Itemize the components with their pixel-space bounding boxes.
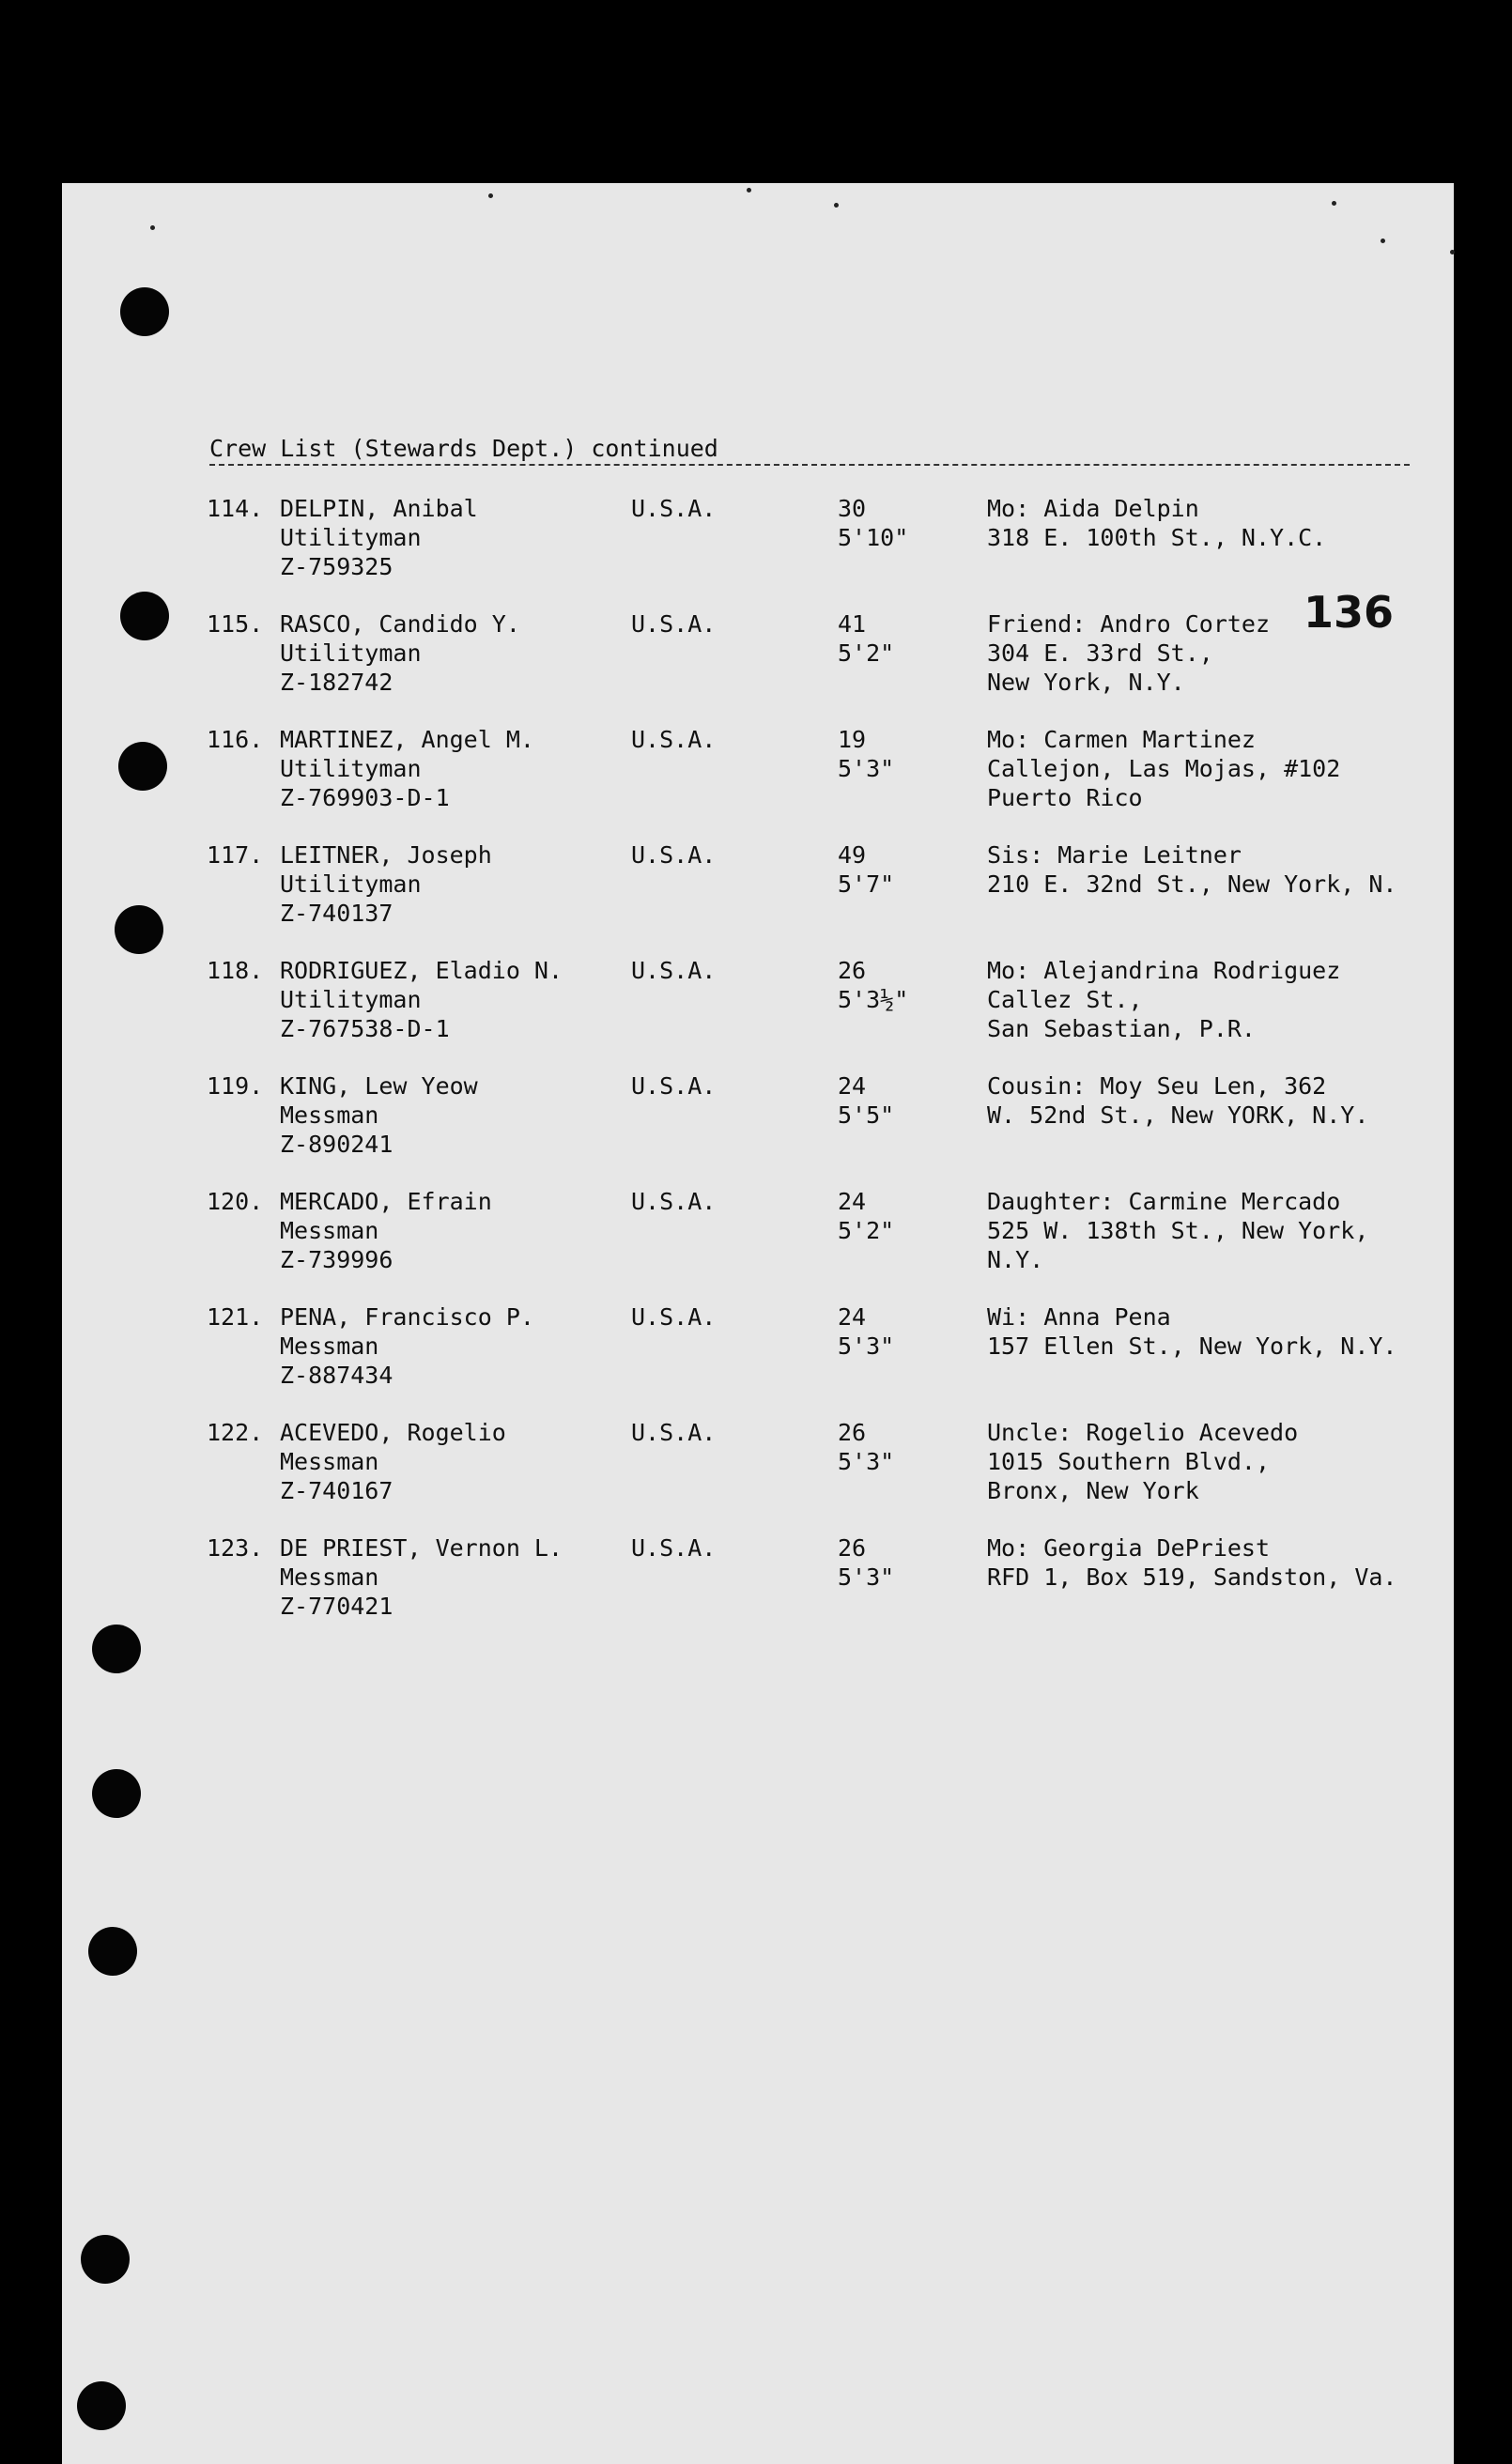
binder-hole xyxy=(120,287,169,336)
entry-relative xyxy=(987,494,1419,552)
crew-rating: Messman xyxy=(280,1448,379,1475)
crew-entry-115 xyxy=(207,609,1418,725)
entry-person xyxy=(280,1418,618,1505)
entry-number: 120. xyxy=(207,1188,264,1215)
crew-entry-117 xyxy=(207,840,1418,956)
crew-rating: Messman xyxy=(280,1563,379,1591)
entry-person xyxy=(280,725,618,812)
crew-name: DE PRIEST, Vernon L. xyxy=(280,1534,563,1562)
entry-person xyxy=(280,956,618,1043)
relative-address-line: 525 W. 138th St., New York, xyxy=(987,1217,1369,1244)
crew-height: 5'3" xyxy=(838,1448,895,1475)
relative-address-line: W. 52nd St., New YORK, N.Y. xyxy=(987,1101,1369,1129)
crew-entry-114 xyxy=(207,494,1418,609)
entry-number: 118. xyxy=(207,957,264,984)
crew-age: 30 xyxy=(838,495,867,522)
crew-nationality: U.S.A. xyxy=(631,841,717,869)
relative-name: Daughter: Carmine Mercado xyxy=(987,1188,1341,1215)
relative-address-line: San Sebastian, P.R. xyxy=(987,1015,1256,1042)
relative-address-line: Callejon, Las Mojas, #102 xyxy=(987,755,1341,782)
binder-hole xyxy=(118,742,167,791)
relative-name: Cousin: Moy Seu Len, 362 xyxy=(987,1072,1327,1100)
paper-speck xyxy=(1450,250,1455,254)
entry-age-height xyxy=(838,1302,950,1361)
entry-number: 119. xyxy=(207,1072,264,1100)
crew-name: RODRIGUEZ, Eladio N. xyxy=(280,957,563,984)
crew-rating: Utilityman xyxy=(280,870,422,898)
crew-nationality: U.S.A. xyxy=(631,495,717,522)
relative-address-line: New York, N.Y. xyxy=(987,669,1185,696)
crew-rating: Utilityman xyxy=(280,524,422,551)
relative-name: Mo: Aida Delpin xyxy=(987,495,1199,522)
entry-age-height xyxy=(838,840,950,899)
crew-nationality: U.S.A. xyxy=(631,1072,717,1100)
entry-number: 123. xyxy=(207,1534,264,1562)
crew-rating: Messman xyxy=(280,1217,379,1244)
entry-person xyxy=(280,1302,618,1390)
crew-z-number: Z-770421 xyxy=(280,1593,393,1620)
crew-entry-121 xyxy=(207,1302,1418,1418)
relative-address-line: RFD 1, Box 519, Sandston, Va. xyxy=(987,1563,1397,1591)
crew-rating: Utilityman xyxy=(280,639,422,667)
entry-age-height xyxy=(838,1071,950,1130)
entry-relative xyxy=(987,609,1419,697)
crew-height: 5'5" xyxy=(838,1101,895,1129)
crew-height: 5'3½" xyxy=(838,986,909,1013)
crew-name: KING, Lew Yeow xyxy=(280,1072,478,1100)
binder-hole xyxy=(77,2381,126,2430)
entry-age-height xyxy=(838,1418,950,1476)
entry-number: 115. xyxy=(207,610,264,638)
crew-age: 41 xyxy=(838,610,867,638)
entry-age-height xyxy=(838,725,950,783)
crew-entry-119 xyxy=(207,1071,1418,1187)
entry-age-height xyxy=(838,956,950,1014)
relative-name: Wi: Anna Pena xyxy=(987,1303,1171,1331)
paper-speck xyxy=(1381,239,1385,243)
relative-address-line: N.Y. xyxy=(987,1246,1044,1273)
entry-person xyxy=(280,840,618,928)
crew-age: 26 xyxy=(838,1534,867,1562)
relative-name: Mo: Georgia DePriest xyxy=(987,1534,1271,1562)
entry-number: 121. xyxy=(207,1303,264,1331)
relative-name: Friend: Andro Cortez xyxy=(987,610,1271,638)
relative-address-line: Bronx, New York xyxy=(987,1477,1199,1504)
crew-name: MARTINEZ, Angel M. xyxy=(280,726,534,753)
crew-age: 26 xyxy=(838,1419,867,1446)
crew-height: 5'7" xyxy=(838,870,895,898)
crew-z-number: Z-740137 xyxy=(280,900,393,927)
binder-hole xyxy=(120,592,169,640)
relative-address-line: 318 E. 100th St., N.Y.C. xyxy=(987,524,1327,551)
crew-entry-123 xyxy=(207,1533,1418,1649)
relative-name: Mo: Carmen Martinez xyxy=(987,726,1256,753)
crew-age: 49 xyxy=(838,841,867,869)
relative-address-line: 1015 Southern Blvd., xyxy=(987,1448,1271,1475)
crew-rating: Utilityman xyxy=(280,755,422,782)
entry-relative xyxy=(987,956,1419,1043)
crew-name: DELPIN, Anibal xyxy=(280,495,478,522)
crew-z-number: Z-759325 xyxy=(280,553,393,580)
paper-speck xyxy=(1332,201,1336,206)
crew-z-number: Z-890241 xyxy=(280,1131,393,1158)
crew-z-number: Z-739996 xyxy=(280,1246,393,1273)
entry-age-height xyxy=(838,1533,950,1592)
entry-person xyxy=(280,1187,618,1274)
entry-relative xyxy=(987,1302,1419,1361)
entry-relative xyxy=(987,840,1419,899)
entry-relative xyxy=(987,725,1419,812)
entry-number: 116. xyxy=(207,726,264,753)
crew-height: 5'3" xyxy=(838,1563,895,1591)
crew-height: 5'3" xyxy=(838,755,895,782)
crew-z-number: Z-769903-D-1 xyxy=(280,784,450,811)
crew-nationality: U.S.A. xyxy=(631,1303,717,1331)
page-number: 136 xyxy=(1304,587,1395,638)
binder-hole xyxy=(88,1927,137,1976)
paper-speck xyxy=(834,203,839,208)
crew-rating: Utilityman xyxy=(280,986,422,1013)
entry-age-height xyxy=(838,609,950,668)
relative-name: Sis: Marie Leitner xyxy=(987,841,1242,869)
relative-address-line: Callez St., xyxy=(987,986,1143,1013)
entry-number: 122. xyxy=(207,1419,264,1446)
crew-entry-118 xyxy=(207,956,1418,1071)
entry-person xyxy=(280,494,618,581)
crew-rating: Messman xyxy=(280,1101,379,1129)
crew-z-number: Z-767538-D-1 xyxy=(280,1015,450,1042)
crew-nationality: U.S.A. xyxy=(631,957,717,984)
crew-name: RASCO, Candido Y. xyxy=(280,610,520,638)
crew-z-number: Z-740167 xyxy=(280,1477,393,1504)
crew-name: ACEVEDO, Rogelio xyxy=(280,1419,506,1446)
binder-hole xyxy=(92,1769,141,1818)
crew-height: 5'2" xyxy=(838,1217,895,1244)
crew-height: 5'2" xyxy=(838,639,895,667)
document-header: Crew List (Stewards Dept.) continued xyxy=(209,435,1410,466)
crew-entry-122 xyxy=(207,1418,1418,1533)
binder-hole xyxy=(81,2235,130,2284)
crew-nationality: U.S.A. xyxy=(631,610,717,638)
crew-age: 24 xyxy=(838,1072,867,1100)
relative-name: Mo: Alejandrina Rodriguez xyxy=(987,957,1341,984)
crew-nationality: U.S.A. xyxy=(631,1534,717,1562)
relative-name: Uncle: Rogelio Acevedo xyxy=(987,1419,1299,1446)
paper-speck xyxy=(747,188,751,192)
crew-age: 24 xyxy=(838,1188,867,1215)
entry-person xyxy=(280,609,618,697)
entry-age-height xyxy=(838,494,950,552)
binder-hole xyxy=(92,1625,141,1673)
relative-address-line: 157 Ellen St., New York, N.Y. xyxy=(987,1332,1397,1360)
entry-person xyxy=(280,1071,618,1159)
binder-hole xyxy=(115,905,163,954)
paper-speck xyxy=(150,225,155,230)
entry-relative xyxy=(987,1071,1419,1130)
crew-z-number: Z-887434 xyxy=(280,1362,393,1389)
relative-address-line: 304 E. 33rd St., xyxy=(987,639,1213,667)
crew-entry-116 xyxy=(207,725,1418,840)
entry-age-height xyxy=(838,1187,950,1245)
entry-number: 117. xyxy=(207,841,264,869)
crew-height: 5'3" xyxy=(838,1332,895,1360)
crew-nationality: U.S.A. xyxy=(631,726,717,753)
crew-name: PENA, Francisco P. xyxy=(280,1303,534,1331)
crew-age: 19 xyxy=(838,726,867,753)
crew-name: LEITNER, Joseph xyxy=(280,841,492,869)
crew-height: 5'10" xyxy=(838,524,909,551)
crew-age: 26 xyxy=(838,957,867,984)
crew-age: 24 xyxy=(838,1303,867,1331)
crew-name: MERCADO, Efrain xyxy=(280,1188,492,1215)
relative-address-line: 210 E. 32nd St., New York, N. xyxy=(987,870,1397,898)
entry-number: 114. xyxy=(207,495,264,522)
crew-nationality: U.S.A. xyxy=(631,1419,717,1446)
entry-person xyxy=(280,1533,618,1621)
entry-relative xyxy=(987,1187,1419,1274)
crew-rating: Messman xyxy=(280,1332,379,1360)
crew-z-number: Z-182742 xyxy=(280,669,393,696)
relative-address-line: Puerto Rico xyxy=(987,784,1143,811)
crew-entry-120 xyxy=(207,1187,1418,1302)
entry-relative xyxy=(987,1418,1419,1505)
entry-relative xyxy=(987,1533,1419,1592)
crew-entries xyxy=(207,494,1418,1649)
paper-speck xyxy=(488,193,493,198)
crew-nationality: U.S.A. xyxy=(631,1188,717,1215)
